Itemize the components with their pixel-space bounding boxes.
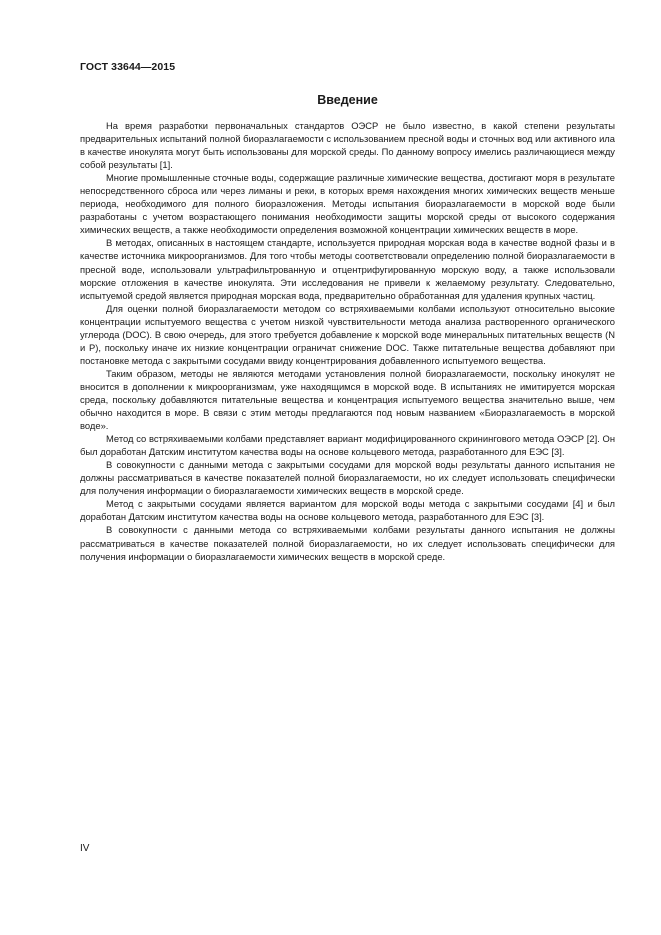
body-text [80, 119, 615, 563]
section-title: Введение [317, 93, 378, 107]
paragraph: Многие промышленные сточные воды, содержащие различные химические вещества, достигают моря в результате непосредственного сброса или через лиманы и реки, в которых время нахождения многих химических веществ меньше периода, необходимого для полного биоразложения. Методы испытания биоразлагаемости в морской воде были разработаны с учетом возрастающего понимания необходимости защиты морской среды от высокого содержания химических веществ, а также необходимости определения возможной концентрации химических веществ в море. [80, 172, 615, 236]
paragraph: Метод с закрытыми сосудами является вариантом для морской воды метода с закрытыми сосудами [4] и был доработан Датским институтом качества воды на основе кольцевого метода, разработанного для ЕЭС [3]. [80, 498, 615, 523]
paragraph: На время разработки первоначальных стандартов ОЭСР не было известно, в какой степени результаты предварительных испытаний полной биоразлагаемости с использованием пресной воды и сточных вод или активного ила в качестве инокулята могут быть использованы для морской среды. По данному вопросу имелись различающиеся между собой результаты [1]. [80, 120, 615, 171]
paragraph: Таким образом, методы не являются методами установления полной биоразлагаемости, поскольку инокулят не вносится в дополнении к микроорганизмам, уже находящимся в морской воде. В испытаниях не имитируется морская среда, поскольку добавляются питательные вещества и концентрация испытуемого вещества значительно выше, чем обычно находится в море. В связи с этим методы предлагаются под новым названием «Биоразлагаемость в морской воде». [80, 367, 615, 432]
paragraph: В совокупности с данными метода с закрытыми сосудами для морской воды результаты данного испытания не должны рассматриваться в качестве показателей полной биоразлагаемости, но их следует использовать специфически для получения информации о биоразлагаемости химических веществ в морской среде. [80, 459, 615, 497]
standard-id-header: ГОСТ 33644—2015 [80, 61, 176, 73]
paragraph: В методах, описанных в настоящем стандарте, используется природная морская вода в качестве водной фазы и в качестве источника микроорганизмов. Для того чтобы методы соответствовали определению полной биоразлагаемости в пресной воде, использовали ультрафильтрованную и отцентрифугированную морскую воду, а также использовали морские отложения в качестве инокулята. Эти исследования не привели к желаемому результату. Следовательно, испытуемой средой является природная морская вода, предварительно обработанная для удаления крупных частиц. [80, 237, 615, 301]
paragraph: Метод со встряхиваемыми колбами представляет вариант модифицированного скринингового метода ОЭСР [2]. Он был доработан Датским институтом качества воды на основе кольцевого метода, разработанного для ЕЭС [3]. [80, 433, 615, 458]
paragraph: Для оценки полной биоразлагаемости методом со встряхиваемыми колбами используют относительно высокие концентрации испытуемого вещества с учетом низкой чувствительности метода анализа растворенного органического углерода (DOC). В свою очередь, для этого требуется добавление к морской воде минеральных питательных веществ (N и P), поскольку иначе их низкие концентрации ограничат снижение DOC. Также питательные вещества добавляют при постановке метода с закрытыми сосудами ввиду концентрирования добавленного испытуемого вещества. [80, 302, 615, 366]
page-number: IV [80, 843, 90, 854]
paragraph: В совокупности с данными метода со встряхиваемыми колбами результаты данного испытания не должны рассматриваться в качестве показателей полной биоразлагаемости, но их следует использовать специфически для получения информации о биоразлагаемости химических веществ в морской среде. [80, 524, 615, 562]
